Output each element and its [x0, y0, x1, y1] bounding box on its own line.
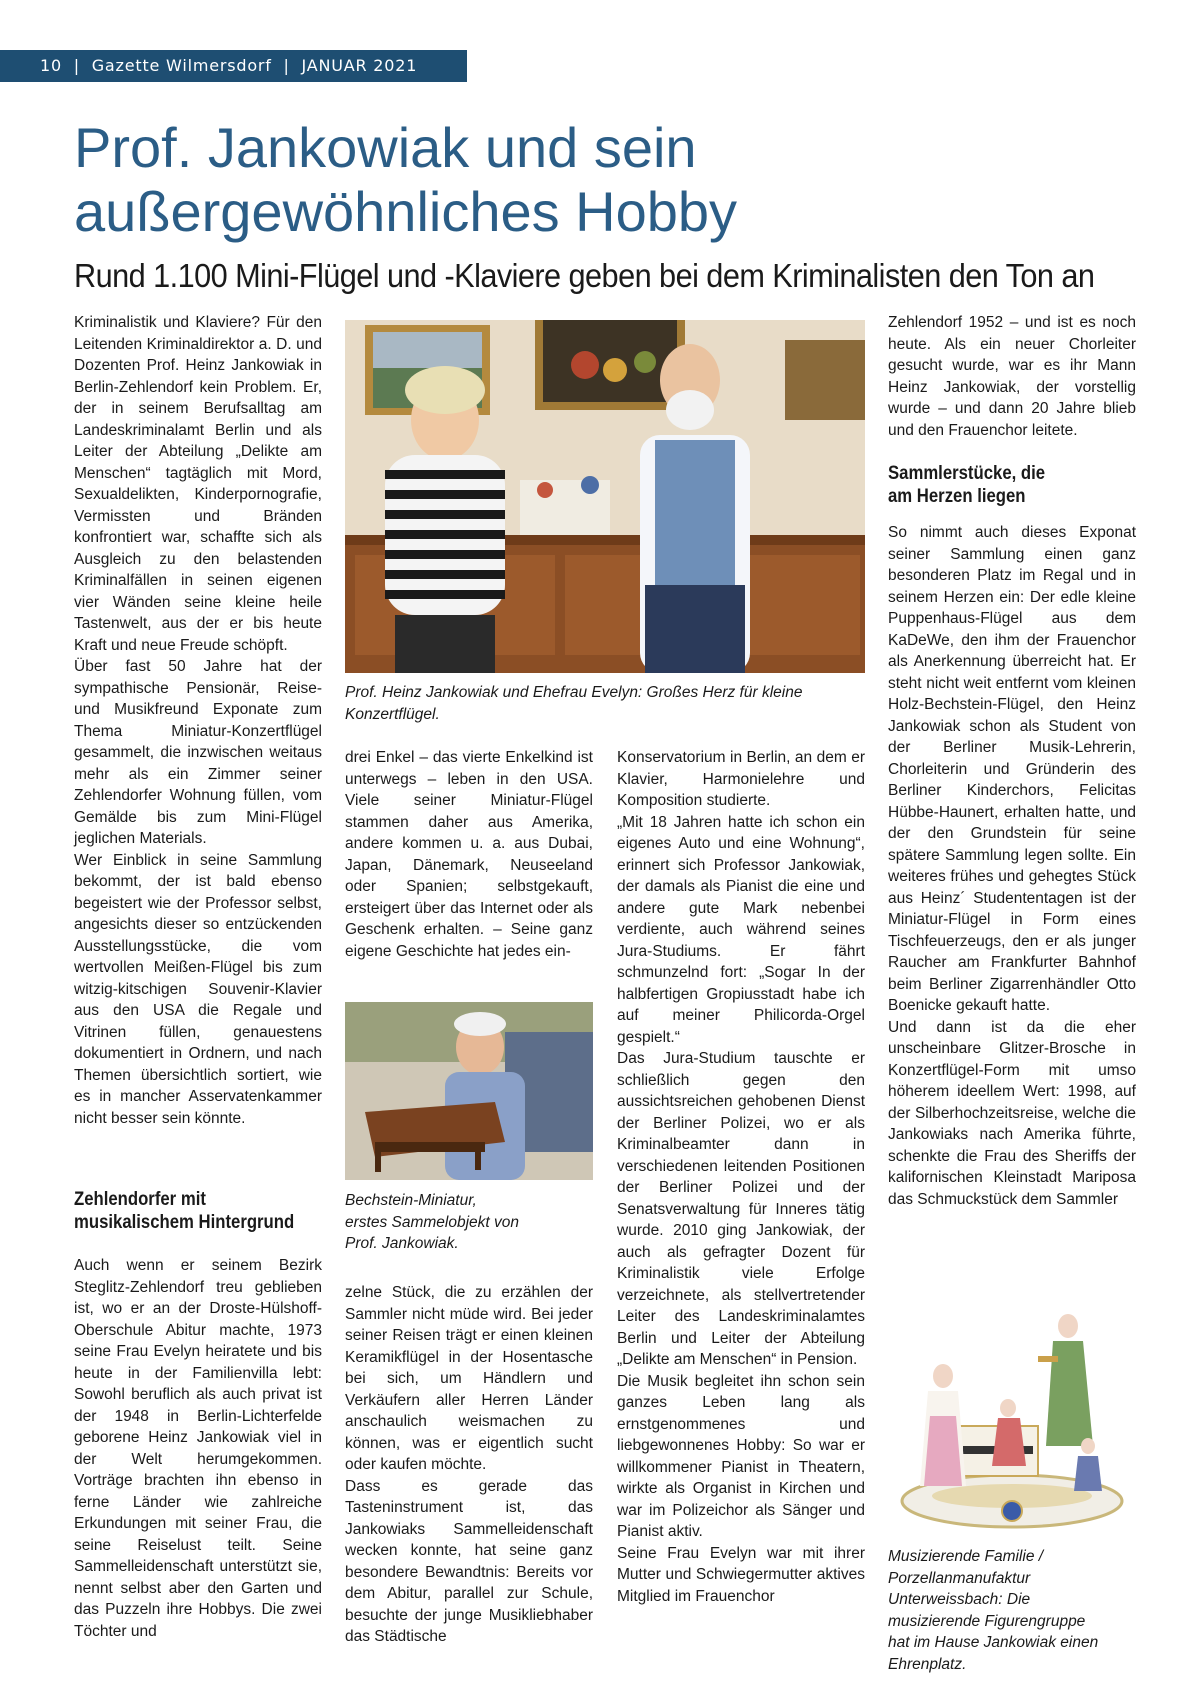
page-number: 10 — [40, 56, 62, 75]
caption-main-photo: Prof. Heinz Jankowiak und Ehefrau Evelyn: Großes Herz für kleine Konzertflügel. — [345, 684, 803, 723]
header-separator-2: | — [283, 56, 290, 75]
header-separator: | — [73, 56, 80, 75]
caption-bechstein — [345, 1190, 585, 1255]
headline-line-1: Prof. Jankowiak und sein — [74, 116, 697, 179]
caption-line: erstes Sammelobjekt von — [345, 1213, 520, 1231]
photo-couple-with-collection — [345, 320, 865, 673]
paragraph: Wer Einblick in seine Sammlung bekommt, der ist bald ebenso begeistert wie der Professor selbst, angesichts dieser so entzückenden Ausstellungsstücke, die vom wertvollen Meißen-Flügel bis zum witzig-kitschigen Souvenir-Klavier aus den USA die Regale und Vitrinen füllen, genauestens dokumentiert in Ordnern, und nach Themen übersichtlich sortiert, wie es in mancher Asservatenkammer nicht besser sein könnte. — [74, 851, 322, 1127]
heading-line: Zehlendorfer mit — [74, 1189, 206, 1210]
caption-line: Unterweissbach: Die — [888, 1591, 1031, 1608]
photo-porcelain-figurine-group — [888, 1296, 1136, 1536]
heading-line: am Herzen liegen — [888, 486, 1026, 507]
paragraph: Die Musik begleitet ihn schon sein ganzes Leben lang als ernstgenommenes und liebgewonnenes Hobby: So war er willkommener Pianist in Theatern, wirkte als Organist in Kirchen und war im Polizeichor als Sänger und Pianist aktiv. — [617, 1372, 865, 1540]
section-heading-sammlerstuecke — [888, 462, 1134, 508]
paragraph: Und dann ist da die eher unscheinbare Glitzer-Brosche in Konzertflügel-Form mit umso höherem ideellem Wert: 1998, auf der Silberhochzeitsreise, welche die Jankowiaks nach Amerika führte, schenkte die Frau des Sheriffs der kalifornischen Kleinstadt Mariposa das Schmuckstück dem Sammler — [888, 1018, 1136, 1208]
paragraph: Dass es gerade das Tasteninstrument ist, das Jankowiaks Sammelleidenschaft wecken konnte, hat seine ganz besondere Bewandtnis: Bereits vor dem Abitur, parallel zur Schule, besuchte der junge Musikliebhaber das Städtische — [345, 1477, 593, 1645]
paragraph: Das Jura-Studium tauschte er schließlich gegen den aussichtsreichen gehobenen Dienst der Berliner Polizei, wo er als Kriminalbeamter dann in verschiedenen leitenden Positionen der Berliner Polizei und der Senatsverwaltung für Inneres tätig wurde. 2010 ging Jankowiak, der auch als gefragter Dozent für Kriminalistik viele Erfolge verzeichnete, als stellvertretender Leiter des Landeskriminalamtes Berlin und Leiter der Abteilung „Delikte am Menschen“ in Pension. — [617, 1050, 865, 1368]
heading-line: Sammlerstücke, die — [888, 463, 1046, 484]
column-4-text — [888, 312, 1136, 462]
caption-line: musizierende Figurengruppe — [888, 1612, 1086, 1630]
article-headline — [74, 116, 1154, 244]
caption-line: hat im Hause Jankowiak einen — [888, 1634, 1099, 1651]
caption-line: Prof. Jankowiak. — [345, 1235, 459, 1252]
issue-date: JANUAR 2021 — [301, 56, 418, 75]
column-3-text — [617, 747, 865, 1627]
photo-bechstein-miniatur — [345, 1002, 593, 1180]
page-header-bar — [0, 50, 467, 82]
photo-figurine-illustration — [888, 1296, 1136, 1536]
paragraph: zelne Stück, die zu erzählen der Sammler nicht müde wird. Bei jeder seiner Reisen trägt er einen kleinen Keramikflügel in der Hosentasche bei sich, um Händlern und Verkäufern aller Herren Länder anschaulich weismachen zu können, was er eigentlich sucht oder kaufen möchte. — [345, 1284, 593, 1473]
paragraph: Über fast 50 Jahre hat der sympathische Pensionär, Reise- und Musikfreund Exponate zum Thema Miniatur-Konzertflügel gesammelt, die inzwischen weitaus mehr als ein Zimmer seiner Zehlendorfer Wohnung füllen, vom Gemälde bis zum Mini-Flügel jeglichen Materials. — [74, 658, 322, 847]
paragraph: Zehlendorf 1952 – und ist es noch heute. Als ein neuer Chorleiter gesucht wurde, war es ihr Mann Heinz Jankowiak, der vorstellig wurde – und dann 20 Jahre blieb und den Frauenchor leitete. — [888, 314, 1136, 439]
paragraph: So nimmt auch dieses Exponat seiner Sammlung einen ganz besonderen Platz im Regal und in seinem Herzen ein: Der edle kleine Puppenhaus-Flügel aus dem KaDeWe, den ihm der Frauenchor als Anerkennung überreicht hat. Er steht nicht weit entfernt vom kleinen Holz-Bechstein-Flügel, den Heinz Jankowiak schon als Student von der Berliner Musik-Lehrerin, Chorleiterin und Gründerin des Berliner Kinderchors, Felicitas Hübbe-Haunert, erhalten hatte, und der den Grundstein für seine spätere Sammlung legen sollte. Ein weiteres frühes und gehegtes Stück aus Heinz´ Studententagen ist der Miniatur-Flügel in Form eines Tischfeuerzeugs, den er als junger Raucher am Frankfurter Bahnhof beim Berliner Zigarrenhändler Otto Boenicke gekauft hatte. — [888, 524, 1136, 1014]
column-2-text — [345, 747, 593, 987]
caption-line: Bechstein-Miniatur, — [345, 1192, 477, 1209]
photo-couple-illustration — [345, 320, 865, 673]
paragraph: Seine Frau Evelyn war mit ihrer Mutter und Schwiegermutter aktives Mitglied im Frauenchor — [617, 1544, 865, 1605]
column-4b-text — [888, 522, 1136, 1292]
column-1b-text — [74, 1255, 322, 1640]
paragraph: Konservatorium in Berlin, an dem er Klavier, Harmonielehre und Komposition studierte. — [617, 749, 865, 809]
headline-line-2: außergewöhnliches Hobby — [74, 180, 738, 243]
paragraph: Kriminalistik und Klaviere? Für den Leitenden Kriminaldirektor a. D. und Dozenten Prof. Heinz Jankowiak in Berlin-Zehlendorf kein Problem. Er, der in seinem Berufsalltag am Landeskriminalamt Berlin und als Leiter der Abteilung „Delikte am Menschen“ tagtäglich mit Mord, Sexualdelikten, Kinderpornografie, Vermissten und Bränden konfrontiert war, schaffte sich als Ausgleich zu den belastenden Kriminalfällen in seinen eigenen vier Wänden seine kleine heile Tastenwelt, aus der er bis heute Kraft und neue Freude schöpft. — [74, 314, 322, 654]
column-2b-text — [345, 1282, 593, 1645]
caption-figurine — [888, 1546, 1128, 1675]
paragraph: Auch wenn er seinem Bezirk Steglitz-Zehlendorf treu geblieben ist, wo er an der Droste-Hülshoff-Oberschule Abitur machte, 1973 seine Frau Evelyn heiratete und bis heute in der Familienvilla lebt: Sowohl beruflich als auch privat ist der 1948 in Berlin-Lichterfelde geborene Heinz Jankowiak viel in der Welt herumgekommen. Vorträge brachten ihn ebenso in ferne Länder wie zahlreiche Erkundungen mit seiner Frau, die seine Reiselust teilt. Seine Sammelleidenschaft unterstützt sie, nennt selbst aber den Garten und das Puzzeln ihre Hobbys. Die zwei Töchter und — [74, 1257, 322, 1640]
photo-bechstein-illustration — [345, 1002, 593, 1180]
column-1-text — [74, 312, 322, 1127]
heading-line: musikalischem Hintergrund — [74, 1212, 295, 1233]
paragraph: „Mit 18 Jahren hatte ich schon ein eigenes Auto und eine Wohnung“, erinnert sich Professor Jankowiak, der damals als Pianist die eine und andere gute Mark nebenbei verdiente, auch während seines Jura-Studiums. Er fährt schmunzelnd fort: „Sogar In der halbfertigen Gropiusstadt habe ich auf meiner Philicorda-Orgel gespielt.“ — [617, 813, 865, 1046]
section-heading-zehlendorfer — [74, 1188, 320, 1234]
article-subheadline: Rund 1.100 Mini-Flügel und -Klaviere geben bei dem Kriminalisten den Ton an — [74, 257, 1095, 294]
caption-line: Musizierende Familie / — [888, 1548, 1044, 1565]
publication-name: Gazette Wilmersdorf — [91, 56, 272, 75]
caption-line: Porzellanmanufaktur — [888, 1569, 1031, 1587]
caption-line: Ehrenplatz. — [888, 1655, 967, 1673]
paragraph: drei Enkel – das vierte Enkelkind ist unterwegs – leben in den USA. Viele seiner Miniatur-Flügel stammen daher aus Amerika, andere kommen u. a. aus Dubai, Japan, Dänemark, Neuseeland oder Spanien; selbstgekauft, ersteigert über das Internet oder als Geschenk erhalten. – Seine ganz eigene Geschichte hat jedes ein- — [345, 749, 593, 960]
